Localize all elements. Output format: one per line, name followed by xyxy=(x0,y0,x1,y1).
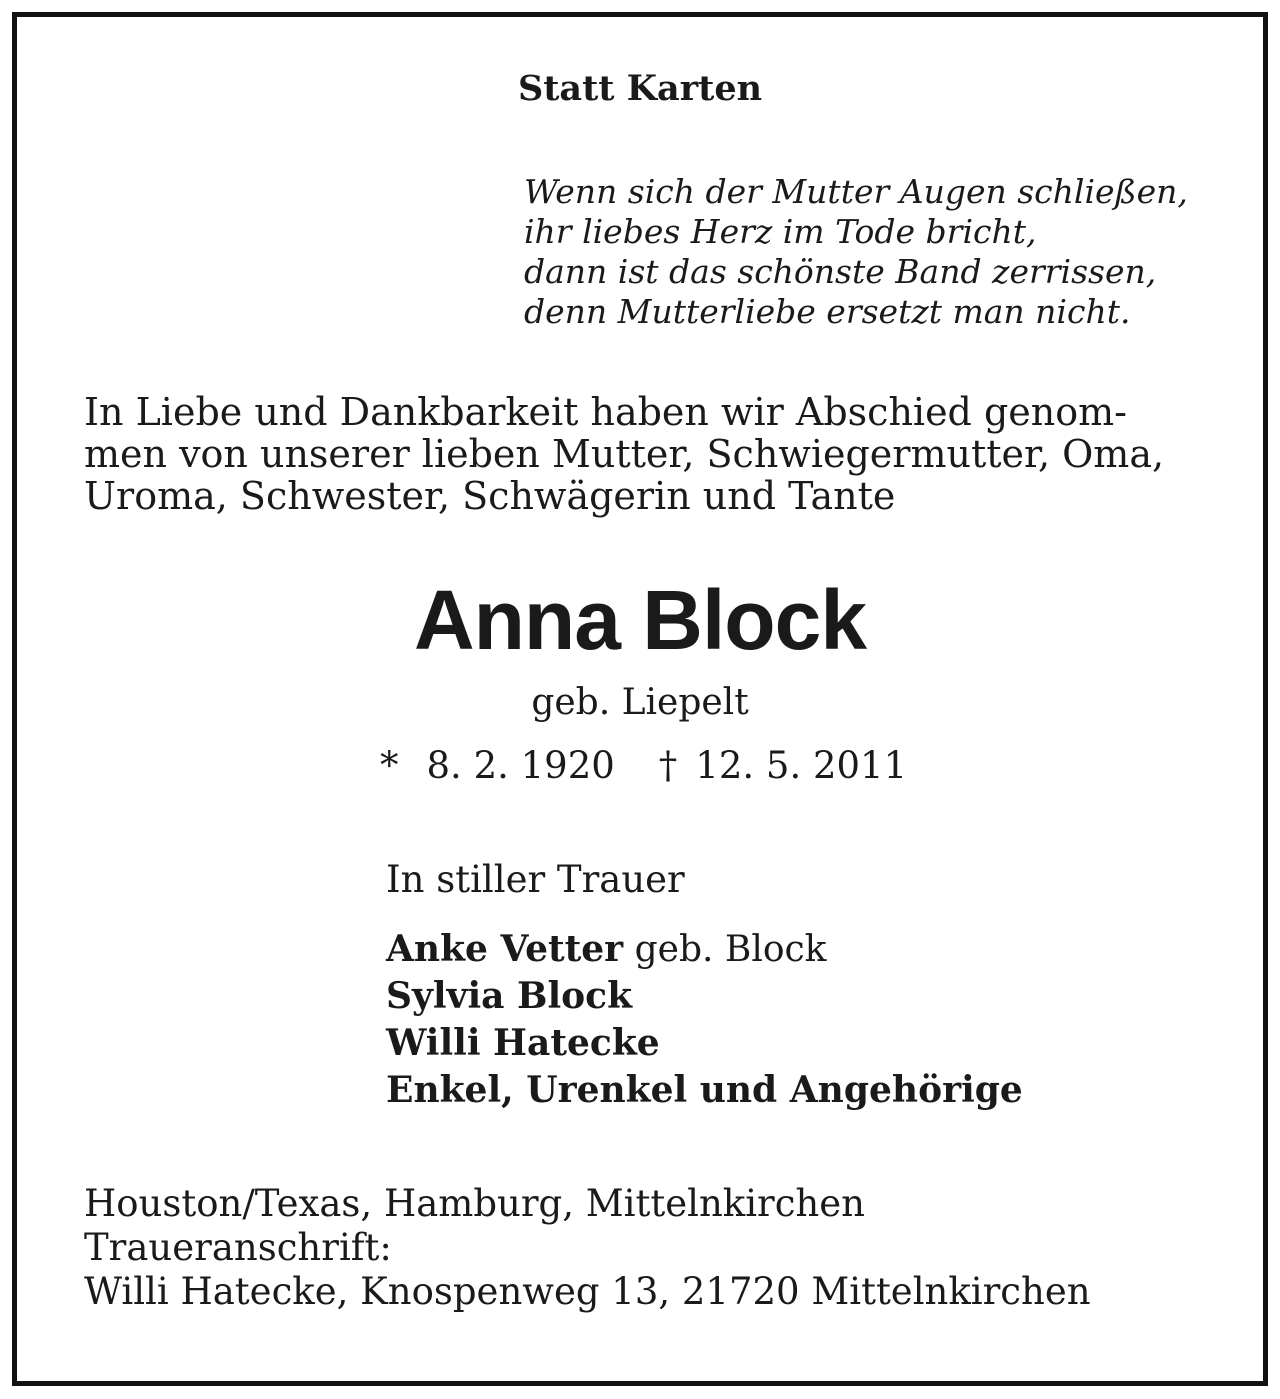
footer xyxy=(84,1182,1091,1314)
mourner-entry xyxy=(386,1020,1023,1067)
intro-line: men von unserer lieben Mutter, Schwiegermutter, Oma, xyxy=(84,432,1165,476)
poem-line: denn Mutterliebe ersetzt man nicht. xyxy=(524,292,1131,331)
intro-line: In Liebe und Dankbarkeit haben wir Abschied genom- xyxy=(84,390,1127,434)
poem-line: Wenn sich der Mutter Augen schließen, xyxy=(524,172,1188,211)
intro-text xyxy=(84,391,1164,517)
address-label: Traueranschrift: xyxy=(84,1226,392,1269)
mourner-entry xyxy=(386,1067,1023,1114)
life-dates xyxy=(380,744,907,787)
mourning-line: In stiller Trauer xyxy=(386,858,685,901)
birth-date: 8. 2. 1920 xyxy=(426,744,615,787)
mourner-entry xyxy=(386,926,1023,973)
mourner-name: Enkel, Urenkel und Angehörige xyxy=(386,1069,1023,1111)
mourner-name: Willi Hatecke xyxy=(386,1022,660,1064)
mourner-suffix: geb. Block xyxy=(623,929,827,970)
death-date: 12. 5. 2011 xyxy=(695,744,908,787)
death-symbol: † xyxy=(658,744,678,787)
poem-line: dann ist das schönste Band zerrissen, xyxy=(524,252,1157,291)
maiden-name: geb. Liepelt xyxy=(531,682,749,723)
mourners-list xyxy=(386,926,1023,1114)
birth-symbol: * xyxy=(380,744,399,787)
intro-line: Uroma, Schwester, Schwägerin und Tante xyxy=(84,474,896,518)
mourner-name: Anke Vetter xyxy=(386,928,624,970)
address-line: Willi Hatecke, Knospenweg 13, 21720 Mittelnkirchen xyxy=(84,1270,1091,1313)
notice-heading: Statt Karten xyxy=(517,68,763,109)
poem-line: ihr liebes Herz im Tode bricht, xyxy=(524,212,1037,251)
poem xyxy=(524,172,1188,332)
places-line: Houston/Texas, Hamburg, Mittelnkirchen xyxy=(84,1182,865,1225)
mourner-name: Sylvia Block xyxy=(386,975,633,1017)
mourner-entry xyxy=(386,973,1023,1020)
deceased-name: Anna Block xyxy=(413,573,867,667)
